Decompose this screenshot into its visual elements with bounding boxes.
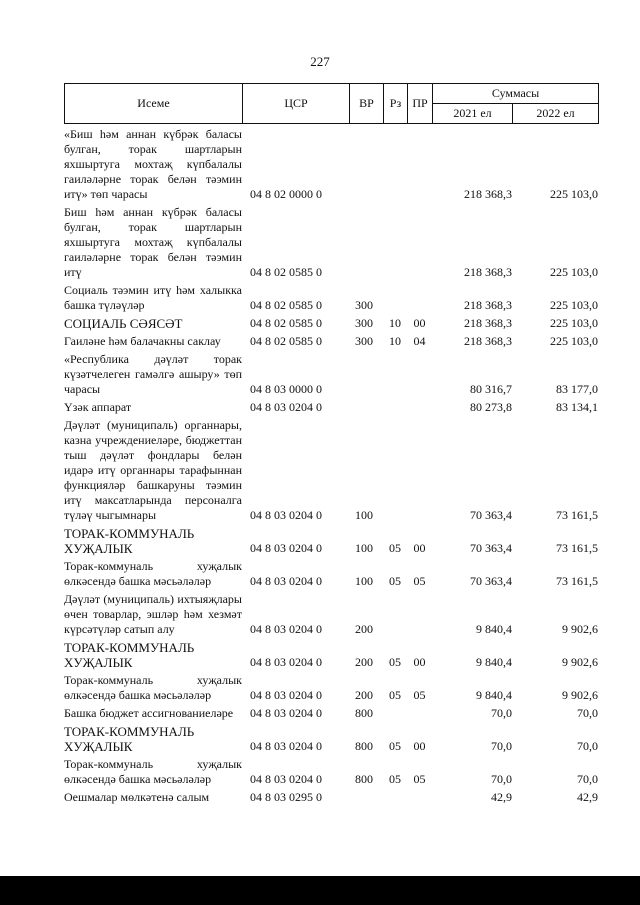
- row-csr: 04 8 03 0204 0: [250, 739, 322, 753]
- header-year-2021: 2021 ел: [433, 104, 513, 124]
- row-pr: 05: [413, 772, 426, 786]
- table-row: [64, 559, 598, 589]
- row-sum-2022: 83 177,0: [556, 382, 598, 396]
- row-sum-2022: 225 103,0: [550, 334, 598, 348]
- row-csr: 04 8 03 0204 0: [250, 706, 322, 720]
- row-name: СОЦИАЛЬ СӘЯСӘТ: [64, 316, 183, 331]
- row-sum-2021: 70,0: [491, 772, 512, 786]
- row-sum-2022: 225 103,0: [550, 187, 598, 201]
- table-row: [64, 127, 598, 202]
- row-sum-2021: 218 368,3: [464, 265, 512, 279]
- row-vr: 100: [355, 574, 373, 588]
- row-rz: 10: [389, 316, 401, 330]
- table-row: [64, 757, 598, 787]
- table-row: [64, 592, 598, 637]
- row-sum-2022: 83 134,1: [556, 400, 598, 414]
- row-vr: 200: [355, 655, 373, 669]
- row-name: Башка бюджет ассигнованиеләре: [64, 706, 234, 720]
- row-sum-2022: 70,0: [577, 772, 598, 786]
- row-pr: 00: [413, 316, 426, 330]
- row-name: Биш һәм аннан күбрәк баласы булган, торак шартларын яхшыртуга мохтаҗ күпбалалы гаиләләрне торак белән тәэмин итү: [64, 205, 242, 279]
- row-sum-2021: 70,0: [491, 706, 512, 720]
- row-name: Оешмалар мөлкәтенә салым: [64, 790, 210, 804]
- row-csr: 04 8 02 0585 0: [250, 298, 322, 312]
- page-number: 227: [310, 54, 330, 69]
- row-sum-2022: 70,0: [577, 706, 598, 720]
- header-pr: ПР: [408, 84, 433, 124]
- row-sum-2021: 80 273,8: [470, 400, 512, 414]
- row-csr: 04 8 03 0204 0: [250, 400, 322, 414]
- row-vr: 800: [355, 739, 373, 753]
- header-year-2022: 2022 ел: [513, 104, 599, 124]
- row-name: Торак-коммуналь хуҗалык өлкәсендә башка мәсьәләләр: [64, 673, 242, 702]
- row-rz: 05: [389, 739, 401, 753]
- row-name: «Республика дәүләт торак күзәтчелеген гамәлгә ашыру» төп чарасы: [64, 352, 242, 396]
- row-sum-2021: 218 368,3: [464, 334, 512, 348]
- row-name: «Биш һәм аннан күбрәк баласы булган, торак шартларын яхшыртуга мохтаҗ күпбалалы гаиләләрне торак белән тәэмин итү» төп чарасы: [64, 127, 242, 201]
- row-vr: 800: [355, 706, 373, 720]
- row-rz: 05: [389, 772, 401, 786]
- table-row: [64, 790, 598, 805]
- row-name: Социаль тәэмин итү һәм халыкка башка түләүләр: [64, 283, 242, 312]
- row-sum-2021: 80 316,7: [470, 382, 512, 396]
- row-csr: 04 8 02 0585 0: [250, 334, 322, 348]
- table-row: [64, 205, 598, 280]
- row-vr: 100: [355, 508, 373, 522]
- row-sum-2022: 73 161,5: [556, 508, 598, 522]
- row-rz: 05: [389, 688, 401, 702]
- row-sum-2021: 42,9: [491, 790, 512, 804]
- row-sum-2022: 70,0: [577, 739, 598, 753]
- row-sum-2021: 70 363,4: [470, 541, 512, 555]
- row-csr: 04 8 02 0585 0: [250, 265, 322, 279]
- row-name: Торак-коммуналь хуҗалык өлкәсендә башка мәсьәләләр: [64, 757, 242, 786]
- row-sum-2021: 218 368,3: [464, 187, 512, 201]
- row-sum-2022: 9 902,6: [562, 622, 598, 636]
- row-csr: 04 8 03 0204 0: [250, 655, 322, 669]
- row-sum-2021: 70 363,4: [470, 508, 512, 522]
- header-name: Исеме: [65, 84, 243, 124]
- row-vr: 300: [355, 334, 373, 348]
- row-sum-2021: 70 363,4: [470, 574, 512, 588]
- scan-bottom-edge: [0, 876, 640, 905]
- row-name: Гаиләне һәм балачакны саклау: [64, 334, 221, 348]
- row-sum-2022: 225 103,0: [550, 298, 598, 312]
- row-csr: 04 8 03 0204 0: [250, 541, 322, 555]
- header-rz: Рз: [384, 84, 408, 124]
- row-csr: 04 8 03 0204 0: [250, 772, 322, 786]
- row-pr: 00: [413, 739, 426, 753]
- row-vr: 800: [355, 772, 373, 786]
- row-vr: 300: [355, 316, 373, 330]
- table-row: [64, 640, 598, 670]
- row-csr: 04 8 02 0000 0: [250, 187, 322, 201]
- row-sum-2021: 218 368,3: [464, 298, 512, 312]
- row-name: Дәүләт (муниципаль) органнары, казна учреждениеләре, бюджеттан тыш дәүләт фондлары белән идарә итү органнары тарафыннан функцияләр башкаруны тәэмин итү максатларында персоналга түләү чыгымнары: [64, 418, 242, 522]
- row-rz: 05: [389, 574, 401, 588]
- row-pr: 05: [413, 688, 426, 702]
- row-pr: 05: [413, 574, 426, 588]
- row-csr: 04 8 03 0204 0: [250, 574, 322, 588]
- row-sum-2022: 225 103,0: [550, 316, 598, 330]
- row-csr: 04 8 03 0204 0: [250, 688, 322, 702]
- row-vr: 300: [355, 298, 373, 312]
- table-row: [64, 316, 598, 331]
- header-sums: Суммасы: [433, 84, 599, 104]
- row-rz: 05: [389, 541, 401, 555]
- row-csr: 04 8 03 0204 0: [250, 622, 322, 636]
- row-pr: 04: [413, 334, 426, 348]
- table-row: [64, 352, 598, 397]
- row-rz: 05: [389, 655, 401, 669]
- row-name: ТОРАК-КОММУНАЛЬ ХУҖАЛЫК: [64, 526, 195, 556]
- row-name: Торак-коммуналь хуҗалык өлкәсендә башка мәсьәләләр: [64, 559, 242, 588]
- table-row: [64, 526, 598, 556]
- table-row: [64, 283, 598, 313]
- row-vr: 200: [355, 688, 373, 702]
- row-sum-2021: 218 368,3: [464, 316, 512, 330]
- row-csr: 04 8 03 0295 0: [250, 790, 322, 804]
- row-rz: 10: [389, 334, 401, 348]
- row-pr: 00: [413, 655, 426, 669]
- budget-table-header: [64, 83, 599, 124]
- row-vr: 100: [355, 541, 373, 555]
- row-name: Үзәк аппарат: [64, 400, 132, 414]
- row-csr: 04 8 02 0585 0: [250, 316, 322, 330]
- table-row: [64, 673, 598, 703]
- header-csr: ЦСР: [243, 84, 350, 124]
- row-csr: 04 8 03 0204 0: [250, 508, 322, 522]
- row-sum-2021: 9 840,4: [476, 622, 512, 636]
- table-row: [64, 334, 598, 349]
- row-sum-2022: 73 161,5: [556, 574, 598, 588]
- row-vr: 200: [355, 622, 373, 636]
- table-body: [64, 127, 598, 808]
- header-vr: ВР: [350, 84, 384, 124]
- row-sum-2022: 42,9: [577, 790, 598, 804]
- table-row: [64, 418, 598, 523]
- row-name: Дәүләт (муниципаль) ихтыяҗлары өчен товарлар, эшләр һәм хезмәт күрсәтүләр сатып алу: [64, 592, 242, 636]
- row-sum-2021: 70,0: [491, 739, 512, 753]
- row-sum-2022: 225 103,0: [550, 265, 598, 279]
- table-row: [64, 400, 598, 415]
- row-sum-2021: 9 840,4: [476, 688, 512, 702]
- row-name: ТОРАК-КОММУНАЛЬ ХУҖАЛЫК: [64, 724, 195, 754]
- table-row: [64, 706, 598, 721]
- row-sum-2021: 9 840,4: [476, 655, 512, 669]
- row-csr: 04 8 03 0000 0: [250, 382, 322, 396]
- row-sum-2022: 9 902,6: [562, 688, 598, 702]
- table-row: [64, 724, 598, 754]
- row-pr: 00: [413, 541, 426, 555]
- row-sum-2022: 9 902,6: [562, 655, 598, 669]
- row-name: ТОРАК-КОММУНАЛЬ ХУҖАЛЫК: [64, 640, 195, 670]
- row-sum-2022: 73 161,5: [556, 541, 598, 555]
